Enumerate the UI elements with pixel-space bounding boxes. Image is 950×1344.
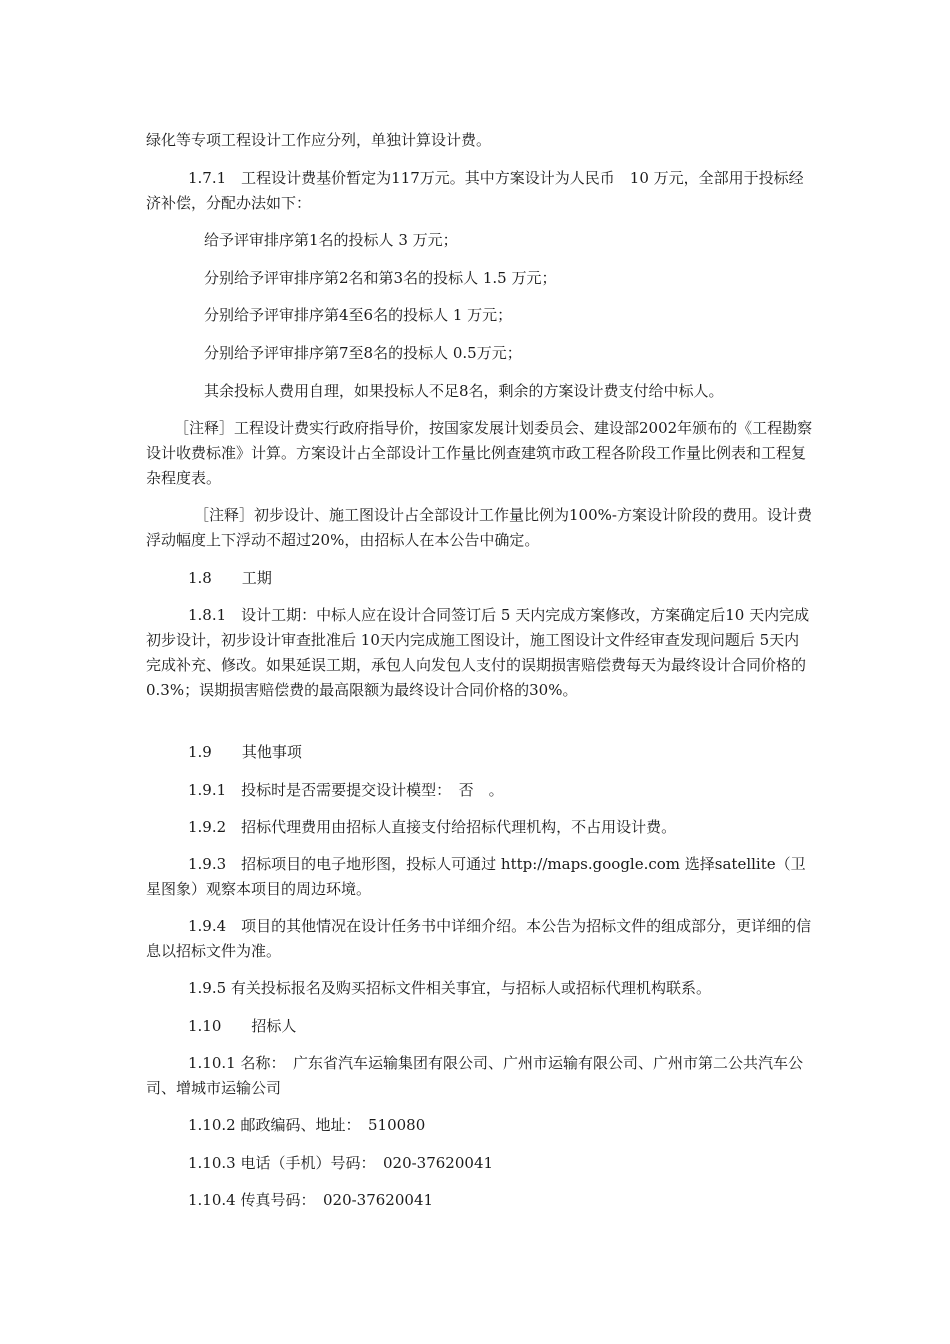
paragraph-1-10-2-postal-code: 1.10.2 邮政编码、地址： 510080 <box>188 1116 426 1134</box>
paragraph-1-10-3-phone: 1.10.3 电话（手机）号码： 020-37620041 <box>188 1154 494 1172</box>
paragraph-1-8-1-design-period: 1.8.1 设计工期：中标人应在设计合同签订后 5 天内完成方案修改，方案确定后10 天内完成初步设计，初步设计审查批准后 10天内完成施工图设计，施工图设计文件经审查发现问题后 5天内完成补充、修改。如果延误工期，承包人向发包人支付的误期损害赔偿费每天为最终设计合同价格的0.3%；误期损害赔偿费的最高限额为最终设计合同价格的30%。 <box>146 606 810 699</box>
heading-1-9-other-matters: 1.9 其他事项 <box>188 743 302 761</box>
paragraph-rank-2-3-award: 分别给予评审排序第2名和第3名的投标人 1.5 万元； <box>204 269 557 287</box>
paragraph-1-10-4-fax: 1.10.4 传真号码： 020-37620041 <box>188 1191 434 1209</box>
paragraph-1-9-3-topographic-map: 1.9.3 招标项目的电子地形图，投标人可通过 http://maps.google.com 选择satellite（卫星图象）观察本项目的周边环境。 <box>146 855 806 898</box>
heading-1-10-tenderer: 1.10 招标人 <box>188 1017 297 1035</box>
paragraph-1-9-5-registration: 1.9.5 有关投标报名及购买招标文件相关事宜，与招标人或招标代理机构联系。 <box>188 979 711 997</box>
paragraph-rank-4-6-award: 分别给予评审排序第4至6名的投标人 1 万元； <box>204 306 513 324</box>
paragraph-note-preliminary-design: ［注释］初步设计、施工图设计占全部设计工作量比例为100%-方案设计阶段的费用。设计费浮动幅度上下浮动不超过20%，由招标人在本公告中确定。 <box>146 506 812 549</box>
paragraph-1-9-1-design-model: 1.9.1 投标时是否需要提交设计模型： 否 。 <box>188 781 504 799</box>
paragraph-1-9-4-project-info: 1.9.4 项目的其他情况在设计任务书中详细介绍。本公告为招标文件的组成部分，更详细的信息以招标文件为准。 <box>146 917 812 960</box>
paragraph-1-9-2-agency-fee: 1.9.2 招标代理费用由招标人直接支付给招标代理机构，不占用设计费。 <box>188 818 677 836</box>
paragraph-note-government-price: ［注释］工程设计费实行政府指导价，按国家发展计划委员会、建设部2002年颁布的《工程勘察设计收费标准》计算。方案设计占全部设计工作量比例查建筑市政工程各阶段工作量比例表和工程复杂程度表。 <box>146 419 813 487</box>
heading-1-8-schedule: 1.8 工期 <box>188 569 272 587</box>
paragraph-rank-7-8-award: 分别给予评审排序第7至8名的投标人 0.5万元； <box>204 344 522 362</box>
paragraph-remaining-bidders: 其余投标人费用自理，如果投标人不足8名，剩余的方案设计费支付给中标人。 <box>204 382 724 400</box>
paragraph-1-10-1-name: 1.10.1 名称： 广东省汽车运输集团有限公司、广州市运输有限公司、广州市第二公共汽车公司、增城市运输公司 <box>146 1054 803 1097</box>
paragraph-rank-1-award: 给予评审排序第1名的投标人 3 万元； <box>204 231 458 249</box>
paragraph-1-7-1-design-fee: 1.7.1 工程设计费基价暂定为117万元。其中方案设计为人民币 10 万元，全部用于投标经济补偿，分配办法如下： <box>146 169 804 212</box>
paragraph-greening-design-fee: 绿化等专项工程设计工作应分列，单独计算设计费。 <box>146 131 492 149</box>
